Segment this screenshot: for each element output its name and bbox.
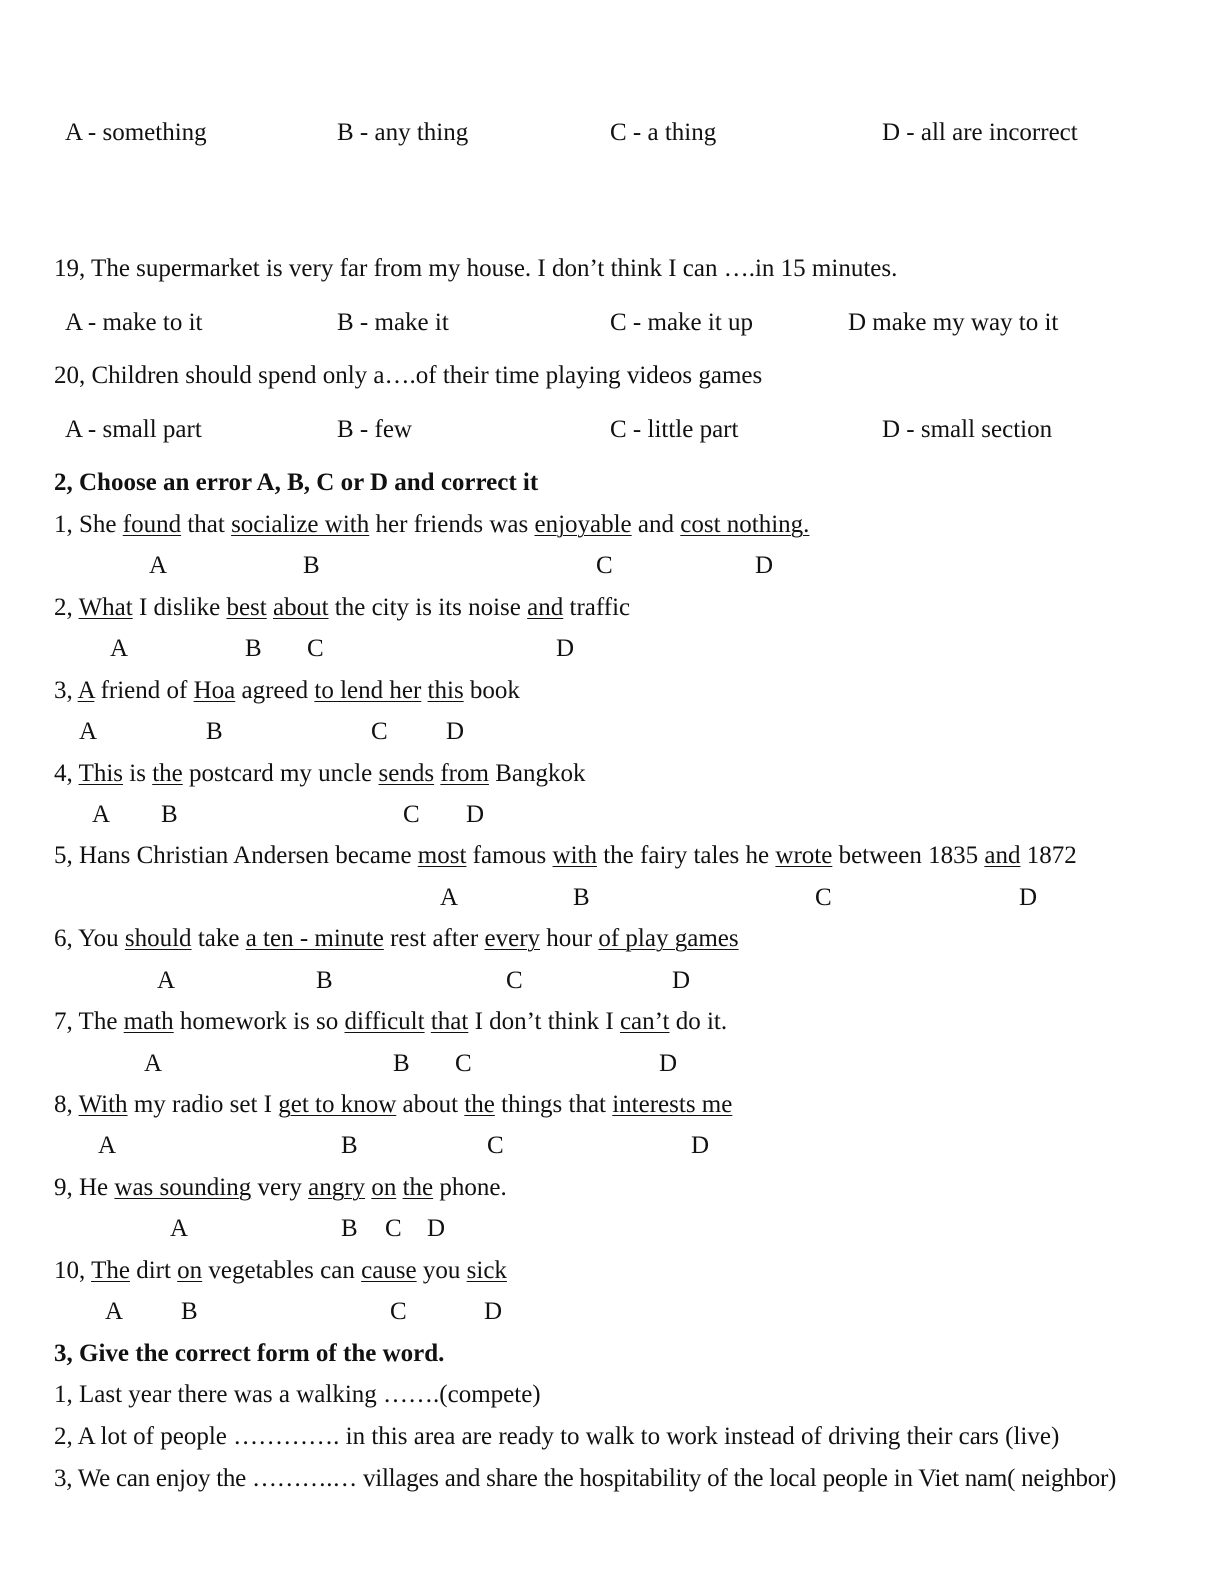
choice-letter: C	[385, 1215, 402, 1242]
choice-letter: D	[466, 801, 485, 828]
choice-letter: D	[1019, 884, 1038, 911]
error-item-8: 8, With my radio set I get to know about the things that interests me	[54, 1091, 733, 1118]
choice-letter: D	[755, 552, 774, 579]
choice-letter: B	[206, 718, 223, 745]
choice-letter: B	[573, 884, 590, 911]
choice-letter: B	[245, 635, 262, 662]
choice-letter: D	[659, 1050, 678, 1077]
q19-option-d: D make my way to it	[848, 309, 1059, 336]
error-item-4: 4, This is the postcard my uncle sends from Bangkok	[54, 760, 586, 787]
choice-letter: B	[341, 1215, 358, 1242]
choice-letter: D	[691, 1132, 710, 1159]
choice-letter: B	[181, 1298, 198, 1325]
choice-letter: C	[390, 1298, 407, 1325]
word-form-item-1: 1, Last year there was a walking …….(compete)	[54, 1381, 541, 1408]
q19-option-c: C - make it up	[610, 309, 754, 336]
q20-option-c: C - little part	[610, 416, 739, 443]
error-item-2: 2, What I dislike best about the city is its noise and traffic	[54, 594, 631, 621]
choice-letter: C	[487, 1132, 504, 1159]
error-item-9: 9, He was sounding very angry on the phone.	[54, 1174, 507, 1201]
error-item-3: 3, A friend of Hoa agreed to lend her this book	[54, 677, 520, 704]
q18-option-b: B - any thing	[337, 119, 469, 146]
error-item-6: 6, You should take a ten - minute rest after every hour of play games	[54, 925, 739, 952]
choice-letter: A	[440, 884, 459, 911]
choice-letter: C	[307, 635, 324, 662]
choice-letter: C	[403, 801, 420, 828]
choice-letter: A	[79, 718, 98, 745]
choice-letter: B	[316, 967, 333, 994]
choice-letter: B	[303, 552, 320, 579]
choice-letter: D	[556, 635, 575, 662]
choice-letter: D	[446, 718, 465, 745]
q20-option-a: A - small part	[65, 416, 202, 443]
word-form-item-2: 2, A lot of people …………. in this area are ready to walk to work instead of driving their cars (live)	[54, 1423, 1060, 1450]
q18-option-c: C - a thing	[610, 119, 717, 146]
choice-letter: A	[98, 1132, 117, 1159]
choice-letter: B	[393, 1050, 410, 1077]
q19-option-b: B - make it	[337, 309, 449, 336]
q20-option-b: B - few	[337, 416, 412, 443]
word-form-item-3: 3, We can enjoy the ……….… villages and share the hospitability of the local people in Viet nam( neighbor)	[54, 1465, 1117, 1492]
choice-letter: A	[170, 1215, 189, 1242]
section-3-heading: 3, Give the correct form of the word.	[54, 1340, 445, 1367]
choice-letter: A	[105, 1298, 124, 1325]
q19-option-a: A - make to it	[65, 309, 203, 336]
choice-letter: D	[484, 1298, 503, 1325]
choice-letter: B	[341, 1132, 358, 1159]
choice-letter: A	[92, 801, 111, 828]
choice-letter: C	[506, 967, 523, 994]
error-item-10: 10, The dirt on vegetables can cause you sick	[54, 1257, 507, 1284]
choice-letter: B	[161, 801, 178, 828]
q20-option-d: D - small section	[882, 416, 1053, 443]
choice-letter: A	[149, 552, 168, 579]
q18-option-a: A - something	[65, 119, 207, 146]
choice-letter: A	[144, 1050, 163, 1077]
choice-letter: C	[455, 1050, 472, 1077]
q20-stem: 20, Children should spend only a….of their time playing videos games	[54, 362, 763, 389]
section-2-heading: 2, Choose an error A, B, C or D and correct it	[54, 469, 539, 496]
choice-letter: A	[110, 635, 129, 662]
choice-letter: C	[596, 552, 613, 579]
q18-option-d: D - all are incorrect	[882, 119, 1078, 146]
error-item-7: 7, The math homework is so difficult that I don’t think I can’t do it.	[54, 1008, 728, 1035]
choice-letter: A	[157, 967, 176, 994]
choice-letter: D	[427, 1215, 446, 1242]
choice-letter: D	[672, 967, 691, 994]
choice-letter: C	[371, 718, 388, 745]
choice-letter: C	[815, 884, 832, 911]
q19-stem: 19, The supermarket is very far from my house. I don’t think I can ….in 15 minutes.	[54, 255, 898, 282]
error-item-5: 5, Hans Christian Andersen became most famous with the fairy tales he wrote between 1835 and 1872	[54, 842, 1077, 869]
error-item-1: 1, She found that socialize with her friends was enjoyable and cost nothing.	[54, 511, 810, 538]
